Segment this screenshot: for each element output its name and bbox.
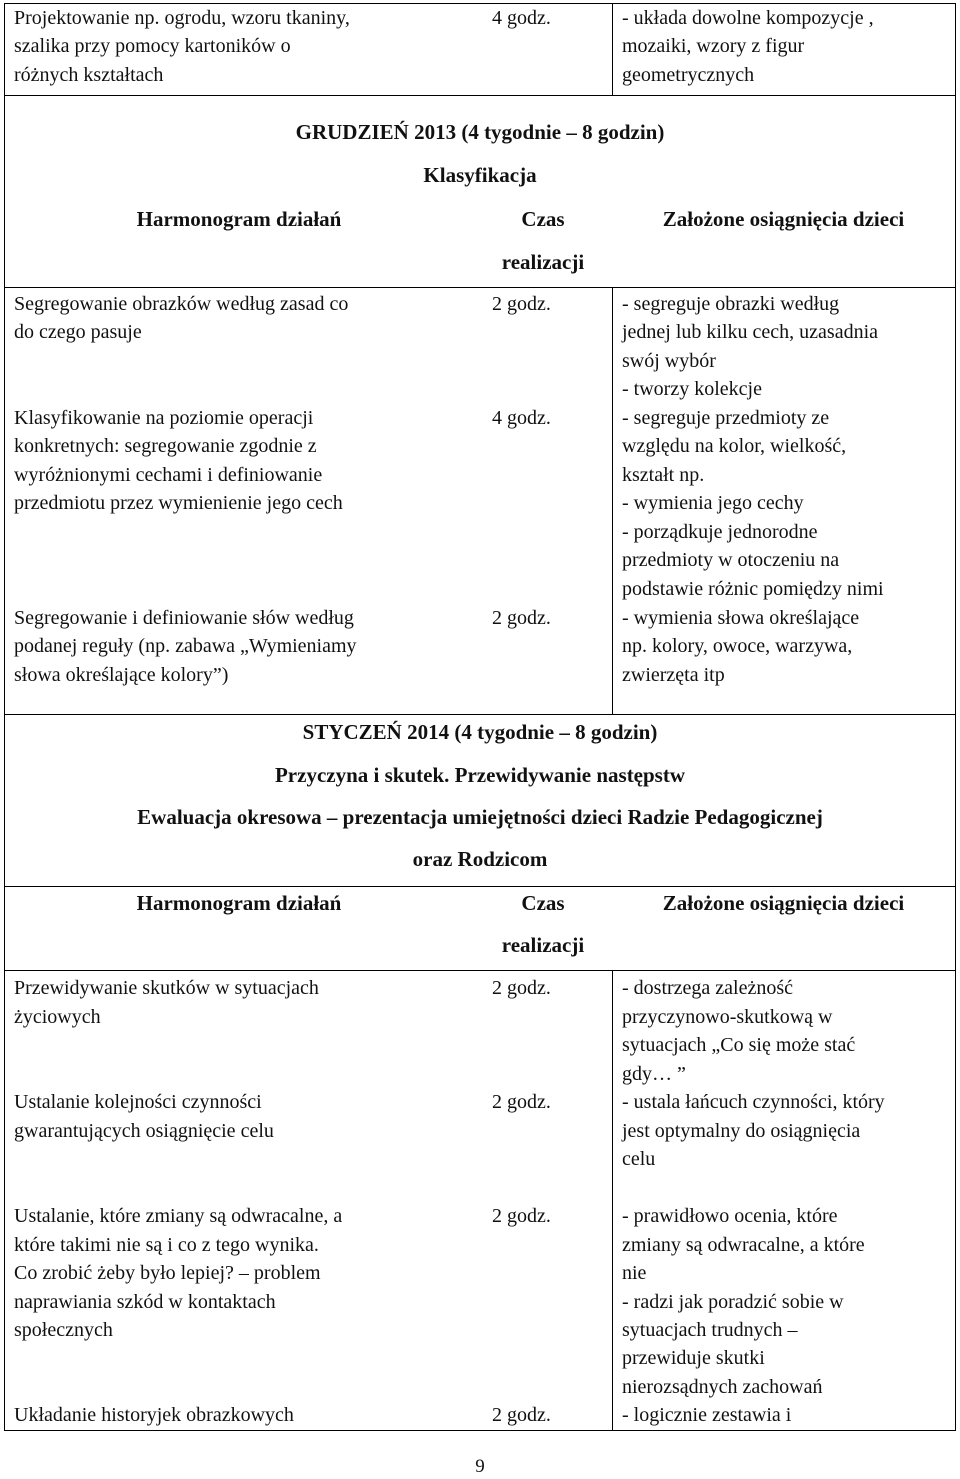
header-time: realizacji [501, 933, 585, 957]
time-text: 2 godz. [492, 1205, 551, 1227]
outcome-text: przyczynowo-skutkową w [622, 1006, 833, 1028]
outcome-text: - dostrzega zależność [622, 977, 794, 999]
time-text: 2 godz. [492, 607, 551, 629]
activity-text: Segregowanie obrazków według zasad co [14, 293, 349, 315]
rule [955, 3, 956, 1431]
outcome-text: geometrycznych [622, 64, 755, 86]
outcome-text: - porządkuje jednorodne [622, 521, 818, 543]
outcome-text: - układa dowolne kompozycje , [622, 7, 874, 29]
time-text: 2 godz. [492, 1091, 551, 1113]
outcome-text: mozaiki, wzory z figur [622, 35, 805, 57]
activity-text: szalika przy pomocy kartoników o [14, 35, 291, 57]
outcome-text: jednej lub kilku cech, uzasadnia [622, 321, 879, 343]
time-text: 2 godz. [492, 1404, 551, 1426]
outcome-text: zwierzęta itp [622, 664, 725, 686]
header-outcomes: Założone osiągnięcia dzieci [662, 891, 905, 915]
outcome-text: - wymienia jego cechy [622, 492, 804, 514]
outcome-text: jest optymalny do osiągnięcia [622, 1120, 861, 1142]
rule [4, 970, 956, 971]
outcome-text: podstawie różnic pomiędzy nimi [622, 578, 884, 600]
outcome-text: przedmioty w otoczeniu na [622, 549, 840, 571]
activity-text: Układanie historyjek obrazkowych [14, 1404, 294, 1426]
rule [612, 287, 613, 715]
outcome-text: kształt np. [622, 464, 705, 486]
outcome-text: celu [622, 1148, 656, 1170]
evaluation-text: Ewaluacja okresowa – prezentacja umiejętności dzieci Radzie Pedagogicznej [137, 805, 823, 829]
activity-text: konkretnych: segregowanie zgodnie z [14, 435, 317, 457]
outcome-text: względu na kolor, wielkość, [622, 435, 847, 457]
outcome-text: przewiduje skutki [622, 1347, 765, 1369]
rule [4, 1430, 956, 1431]
outcome-text: nie [622, 1262, 647, 1284]
month-heading: STYCZEŃ 2014 (4 tygodnie – 8 godzin) [302, 720, 658, 744]
header-time: realizacji [501, 250, 585, 274]
activity-text: Klasyfikowanie na poziomie operacji [14, 407, 314, 429]
evaluation-text: oraz Rodzicom [412, 847, 548, 871]
rule [4, 714, 956, 715]
rule [4, 287, 956, 288]
outcome-text: nierozsądnych zachowań [622, 1376, 823, 1398]
activity-text: społecznych [14, 1319, 113, 1341]
outcome-text: gdy… ” [622, 1063, 686, 1085]
activity-text: gwarantujących osiągnięcie celu [14, 1120, 274, 1142]
activity-text: słowa określające kolory”) [14, 664, 229, 686]
rule [612, 970, 613, 1431]
page-number: 9 [475, 1456, 485, 1477]
outcome-text: - tworzy kolekcje [622, 378, 762, 400]
header-time: Czas [521, 891, 565, 915]
rule [4, 886, 956, 887]
activity-text: wyróżnionymi cechami i definiowanie [14, 464, 323, 486]
activity-text: Ustalanie kolejności czynności [14, 1091, 262, 1113]
outcome-text: sytuacjach „Co się może stać [622, 1034, 856, 1056]
outcome-text: - radzi jak poradzić sobie w [622, 1291, 844, 1313]
time-text: 2 godz. [492, 293, 551, 315]
outcome-text: swój wybór [622, 350, 716, 372]
time-text: 4 godz. [492, 407, 551, 429]
activity-text: Projektowanie np. ogrodu, wzoru tkaniny, [14, 7, 350, 29]
activity-text: różnych kształtach [14, 64, 164, 86]
topic-heading: Przyczyna i skutek. Przewidywanie następstw [274, 763, 686, 787]
outcome-text: np. kolory, owoce, warzywa, [622, 635, 853, 657]
rule [612, 3, 613, 96]
header-outcomes: Założone osiągnięcia dzieci [662, 207, 905, 231]
outcome-text: sytuacjach trudnych – [622, 1319, 798, 1341]
month-heading: GRUDZIEŃ 2013 (4 tygodnie – 8 godzin) [295, 120, 665, 144]
time-text: 2 godz. [492, 977, 551, 999]
activity-text: Przewidywanie skutków w sytuacjach [14, 977, 319, 999]
activity-text: które takimi nie są i co z tego wynika. [14, 1234, 319, 1256]
outcome-text: zmiany są odwracalne, a które [622, 1234, 865, 1256]
outcome-text: - wymienia słowa określające [622, 607, 860, 629]
header-time: Czas [521, 207, 565, 231]
activity-text: przedmiotu przez wymienienie jego cech [14, 492, 343, 514]
activity-text: Ustalanie, które zmiany są odwracalne, a [14, 1205, 343, 1227]
header-activities: Harmonogram działań [136, 891, 342, 915]
topic-heading: Klasyfikacja [423, 163, 537, 187]
activity-text: życiowych [14, 1006, 101, 1028]
outcome-text: - segreguje obrazki według [622, 293, 840, 315]
activity-text: podanej reguły (np. zabawa „Wymieniamy [14, 635, 357, 657]
activity-text: do czego pasuje [14, 321, 142, 343]
outcome-text: - segreguje przedmioty ze [622, 407, 830, 429]
activity-text: Co zrobić żeby było lepiej? – problem [14, 1262, 321, 1284]
outcome-text: - logicznie zestawia i [622, 1404, 792, 1426]
activity-text: naprawiania szkód w kontaktach [14, 1291, 276, 1313]
header-activities: Harmonogram działań [136, 207, 342, 231]
outcome-text: - ustala łańcuch czynności, który [622, 1091, 885, 1113]
outcome-text: - prawidłowo ocenia, które [622, 1205, 838, 1227]
time-text: 4 godz. [492, 7, 551, 29]
activity-text: Segregowanie i definiowanie słów według [14, 607, 354, 629]
rule [4, 95, 956, 96]
